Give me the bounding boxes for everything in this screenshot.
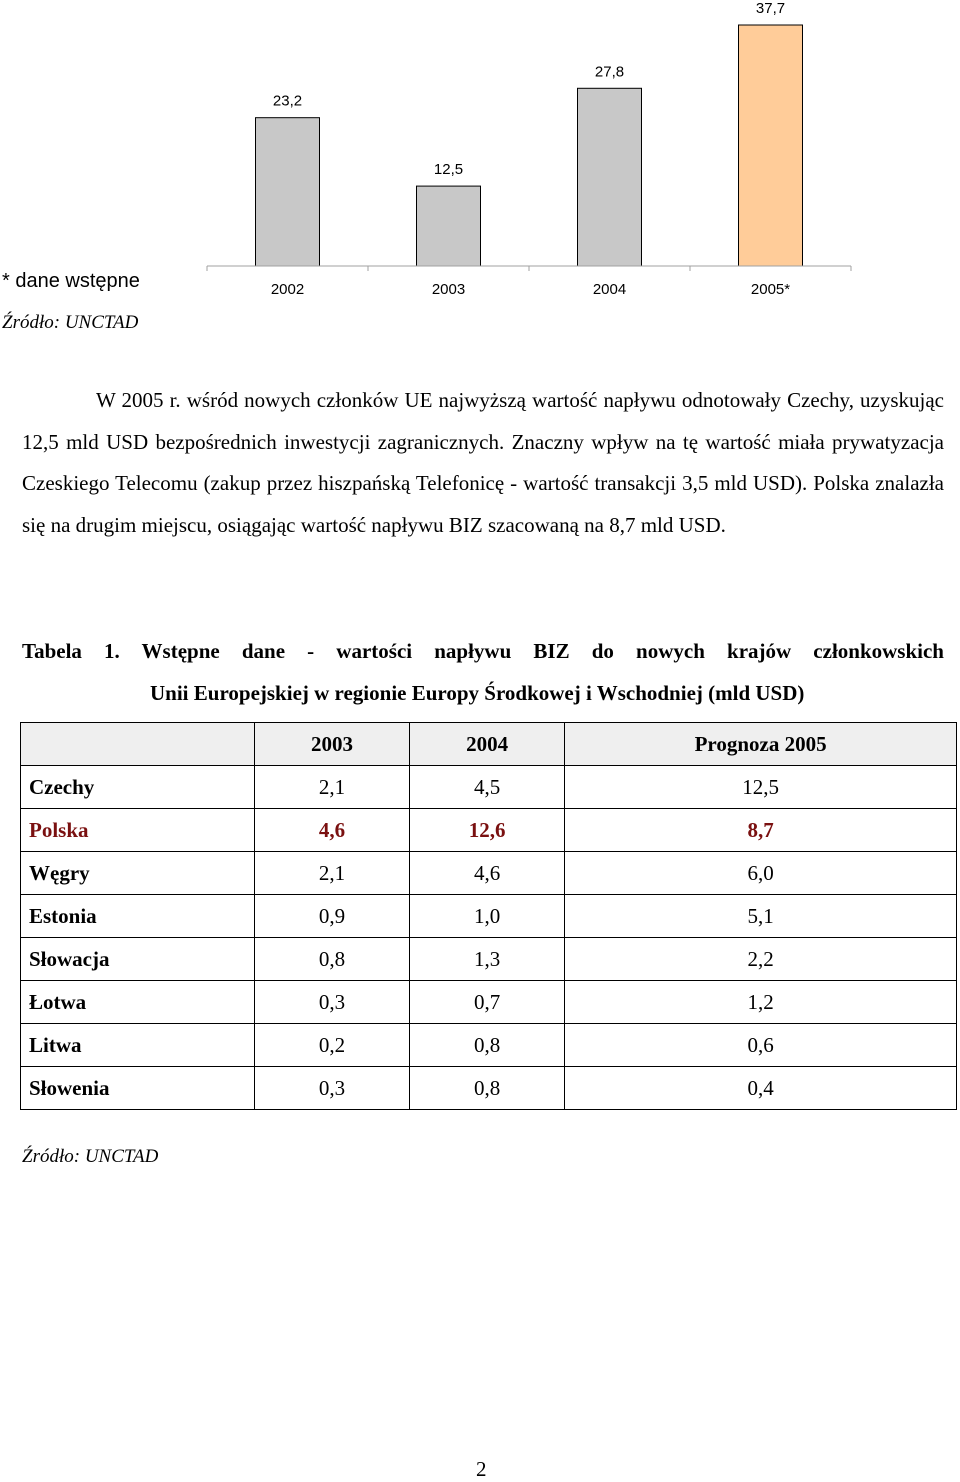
- cell-value: 1,0: [410, 895, 565, 938]
- row-country: Łotwa: [21, 981, 255, 1024]
- chart-bars: [256, 25, 803, 266]
- table-row: [21, 1067, 957, 1110]
- page-number: 2: [476, 1457, 487, 1481]
- preliminary-data-note: * dane wstępne: [2, 270, 140, 292]
- cell-value: 1,2: [565, 981, 957, 1024]
- cell-value: 0,8: [410, 1024, 565, 1067]
- table-caption-line2: Unii Europejskiej w regionie Europy Środkowej i Wschodniej (mld USD): [150, 681, 805, 705]
- table-row: [21, 809, 957, 852]
- chart-x-labels: [271, 281, 790, 298]
- cell-value: 4,6: [410, 852, 565, 895]
- cell-value: 0,3: [255, 981, 410, 1024]
- cell-value: 0,6: [565, 1024, 957, 1067]
- chart-value-label: 37,7: [755, 0, 786, 17]
- chart-bar-2002: [256, 118, 320, 266]
- chart-x-ticks: [207, 266, 851, 271]
- table-row: [21, 895, 957, 938]
- table-header-row: [21, 723, 957, 766]
- cell-value: 1,3: [410, 938, 565, 981]
- fdi-bar-chart: [0, 0, 960, 310]
- chart-x-label: 2003: [431, 281, 466, 298]
- row-country: Węgry: [21, 852, 255, 895]
- cell-value: 2,1: [255, 766, 410, 809]
- cell-value: 12,6: [410, 809, 565, 852]
- row-country: Estonia: [21, 895, 255, 938]
- table-row: [21, 938, 957, 981]
- chart-x-label: 2005*: [750, 281, 791, 298]
- row-country: Polska: [21, 809, 255, 852]
- cell-value: 0,4: [565, 1067, 957, 1110]
- table-source: Źródło: UNCTAD: [22, 1146, 159, 1167]
- cell-value: 4,6: [255, 809, 410, 852]
- chart-value-label: 27,8: [594, 63, 625, 81]
- table-row: [21, 981, 957, 1024]
- cell-value: 5,1: [565, 895, 957, 938]
- cell-value: 8,7: [565, 809, 957, 852]
- row-country: Litwa: [21, 1024, 255, 1067]
- table-caption-line1: Tabela 1. Wstępne dane - wartości napływu BIZ do nowych krajów członkowskich: [22, 639, 944, 663]
- table-corner-cell: [21, 723, 255, 766]
- chart-x-label: 2004: [592, 281, 627, 298]
- cell-value: 0,2: [255, 1024, 410, 1067]
- chart-source: Źródło: UNCTAD: [2, 312, 139, 333]
- chart-bar-2003: [417, 186, 481, 266]
- chart-bar-2005: [739, 25, 803, 266]
- col-header-2004: 2004: [410, 723, 565, 766]
- col-header-forecast-2005: Prognoza 2005: [565, 723, 957, 766]
- row-country: Słowacja: [21, 938, 255, 981]
- table-row: [21, 1024, 957, 1067]
- cell-value: 2,1: [255, 852, 410, 895]
- table-row: [21, 766, 957, 809]
- fdi-table: [20, 722, 957, 1110]
- chart-value-label: 12,5: [433, 161, 464, 179]
- chart-bar-2004: [578, 88, 642, 266]
- chart-value-label: 23,2: [272, 92, 303, 110]
- chart-x-label: 2002: [270, 281, 305, 298]
- chart-value-labels: [273, 0, 785, 178]
- cell-value: 0,3: [255, 1067, 410, 1110]
- cell-value: 12,5: [565, 766, 957, 809]
- cell-value: 0,8: [255, 938, 410, 981]
- cell-value: 2,2: [565, 938, 957, 981]
- cell-value: 0,7: [410, 981, 565, 1024]
- body-paragraph: W 2005 r. wśród nowych członków UE najwyższą wartość napływu odnotowały Czechy, uzyskując 12,5 mld USD bezpośrednich inwestycji zagranicznych. Znaczny wpływ na tę wartość miała prywatyzacja Czeskiego Telecomu (zakup przez hiszpańską Telefonicę - wartość transakcji 3,5 mld USD). Polska znalazła się na drugim miejscu, osiągając wartość napływu BIZ szacowaną na 8,7 mld USD.: [22, 388, 944, 537]
- cell-value: 4,5: [410, 766, 565, 809]
- cell-value: 0,9: [255, 895, 410, 938]
- cell-value: 6,0: [565, 852, 957, 895]
- row-country: Czechy: [21, 766, 255, 809]
- table-row: [21, 852, 957, 895]
- cell-value: 0,8: [410, 1067, 565, 1110]
- row-country: Słowenia: [21, 1067, 255, 1110]
- col-header-2003: 2003: [255, 723, 410, 766]
